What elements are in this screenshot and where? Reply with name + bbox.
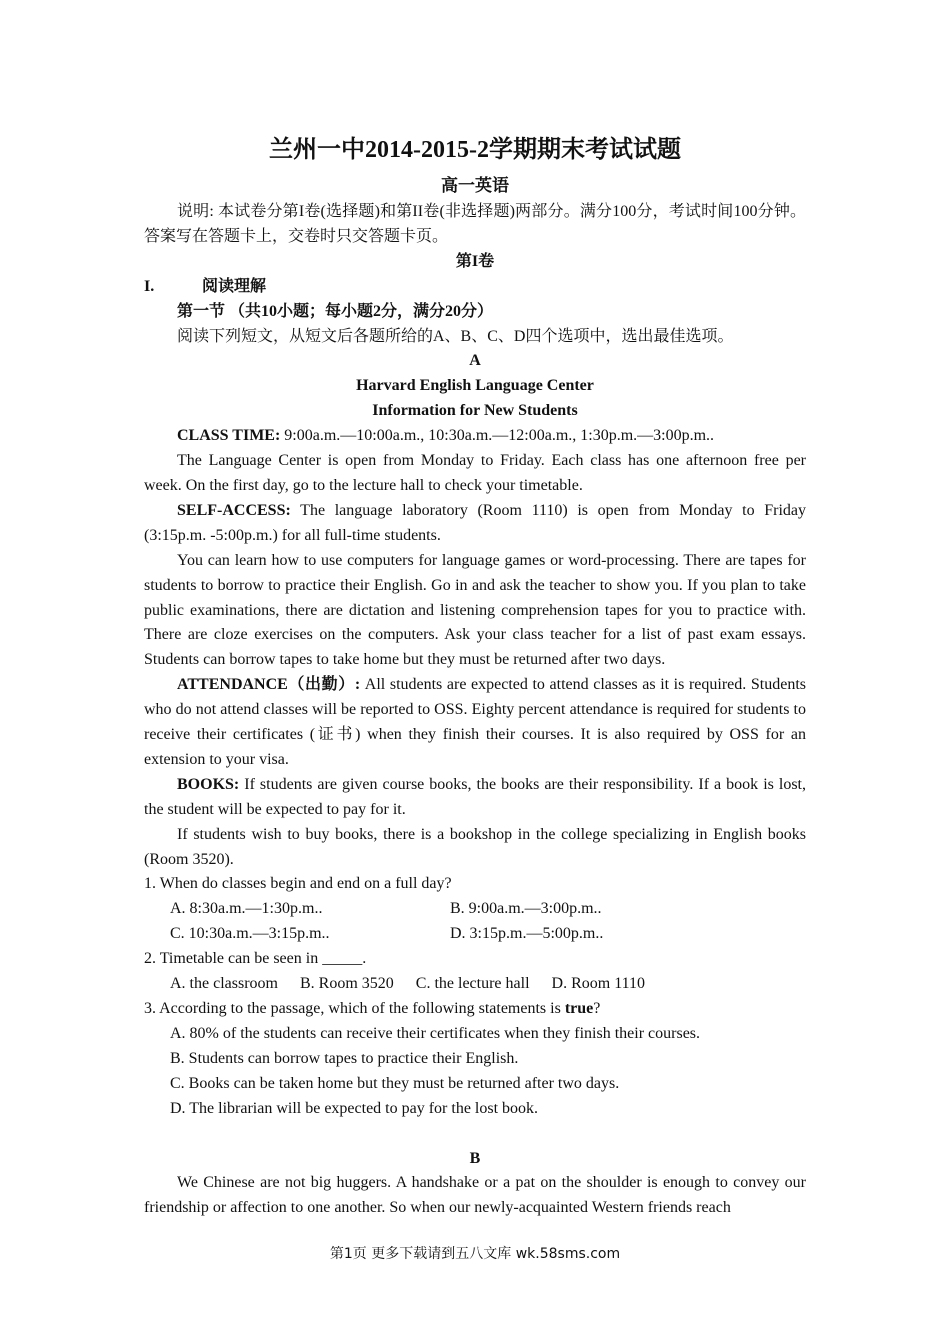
class-time-text: 9:00a.m.—10:00a.m., 10:30a.m.—12:00a.m., 1:30p.m.—3:00p.m..	[280, 427, 715, 445]
class-time-paragraph	[144, 424, 806, 449]
section-name: 阅读理解	[202, 277, 267, 295]
question-2-option-d: D. Room 1110	[551, 975, 645, 993]
self-access-label: SELF-ACCESS:	[177, 501, 291, 519]
question-3-option-d-row	[144, 1097, 806, 1122]
page-title: 兰州一中2014-2015-2学期期末考试试题	[269, 137, 681, 163]
passage-a-paragraph-3: If students wish to buy books, there is a bookshop in the college specializing in English books (Room 3520).	[144, 825, 806, 868]
question-3-option-c: C. Books can be taken home but they must be returned after two days.	[170, 1074, 620, 1092]
question-2-option-a: A. the classroom	[170, 975, 278, 993]
attendance-label: ATTENDANCE（出勤）:	[177, 676, 361, 694]
volume-heading: 第I卷	[455, 252, 495, 270]
passage-a-paragraph-2: You can learn how to use computers for language games or word-processing. There are tapes for students to borrow to practice their English. Go in and ask the teacher to show you. If you plan to take public examinations, there are dictation and listening comprehension tapes for you to practice with. There are cloze exercises on the computers. Ask your class teacher for a list of past exam essays. Students can borrow tapes to take home but they must be returned after two days.	[144, 551, 806, 669]
question-2-option-b: B. Room 3520	[299, 975, 394, 993]
question-3-option-a: A. 80% of the students can receive their certificates when they finish their courses.	[170, 1024, 701, 1042]
question-3-option-d: D. The librarian will be expected to pay for the lost book.	[170, 1099, 539, 1117]
self-access-paragraph	[144, 499, 806, 549]
passage-a-paragraph-1: The Language Center is open from Monday to Friday. Each class has one afternoon free per week. On the first day, go to the lecture hall to check your timetable.	[144, 452, 806, 494]
question-1-option-b: B. 9:00a.m.—3:00p.m..	[450, 900, 602, 918]
attendance-paragraph	[144, 673, 806, 773]
attendance-text: All students are expected to attend classes as it is required. Students who do not attend classes will be reported to OSS. Eighty percent attendance is required for students to receive their certificates (证书) when they finish their courses. It is also required by OSS for an extension to your visa.	[144, 676, 806, 768]
question-2-stem: 2. Timetable can be seen in _____.	[144, 950, 367, 968]
question-1-options-row-2	[144, 922, 806, 947]
passage-a-subtitle: Information for New Students	[372, 402, 578, 420]
part-heading: 第一节 （共10小题；每小题2分，满分20分）	[177, 302, 494, 320]
passage-b-letter: B	[469, 1149, 481, 1167]
spacer	[144, 1122, 806, 1147]
section-number: I.	[144, 277, 155, 295]
question-3-stem-text: 3. According to the passage, which of the following statements is	[144, 1000, 565, 1017]
books-text: If students are given course books, the books are their responsibility. If a book is lost, the student will be expected to pay for it.	[144, 775, 806, 818]
passage-a-title: Harvard English Language Center	[356, 377, 594, 395]
section-heading	[144, 275, 806, 300]
exam-instructions: 说明: 本试卷分第I卷(选择题)和第II卷(非选择题)两部分。满分100分，考试时间100分钟。答案写在答题卡上，交卷时只交答题卡页。	[144, 203, 806, 245]
question-1-option-a: A. 8:30a.m.—1:30p.m..	[170, 900, 323, 918]
books-label: BOOKS:	[177, 775, 240, 793]
question-2-option-c: C. the lecture hall	[415, 975, 530, 993]
question-1-option-c: C. 10:30a.m.—3:15p.m..	[170, 925, 330, 943]
question-2-options	[144, 972, 806, 997]
question-3-option-b-row	[144, 1047, 806, 1072]
question-1-stem: 1. When do classes begin and end on a full day?	[144, 875, 452, 893]
passage-a-letter: A	[469, 352, 481, 370]
question-1-options-row-1	[144, 897, 806, 922]
page-footer: 第1页 更多下载请到五八文库 wk.58sms.com	[329, 1246, 621, 1262]
question-3-option-b: B. Students can borrow tapes to practice their English.	[170, 1049, 519, 1067]
document-page	[144, 128, 806, 1221]
question-3-stem-emphasis: true	[564, 1000, 594, 1017]
subject-title: 高一英语	[441, 176, 509, 195]
question-3-option-c-row	[144, 1072, 806, 1097]
books-paragraph	[144, 773, 806, 823]
self-access-text: The language laboratory (Room 1110) is open from Monday to Friday (3:15p.m. -5:00p.m.) for all full-time students.	[144, 501, 806, 544]
question-3-stem-end: ?	[593, 1000, 601, 1017]
question-1-option-d: D. 3:15p.m.—5:00p.m..	[450, 925, 604, 943]
class-time-label: CLASS TIME:	[177, 427, 281, 445]
passage-b-paragraph-1: We Chinese are not big huggers. A handshake or a pat on the shoulder is enough to convey our friendship or affection to one another. So when our newly-acquainted Western friends reach	[144, 1174, 806, 1217]
question-3-option-a-row	[144, 1022, 806, 1047]
part-instruction: 阅读下列短文，从短文后各题所给的A、B、C、D四个选项中，选出最佳选项。	[177, 327, 734, 345]
question-3-stem	[144, 997, 806, 1022]
